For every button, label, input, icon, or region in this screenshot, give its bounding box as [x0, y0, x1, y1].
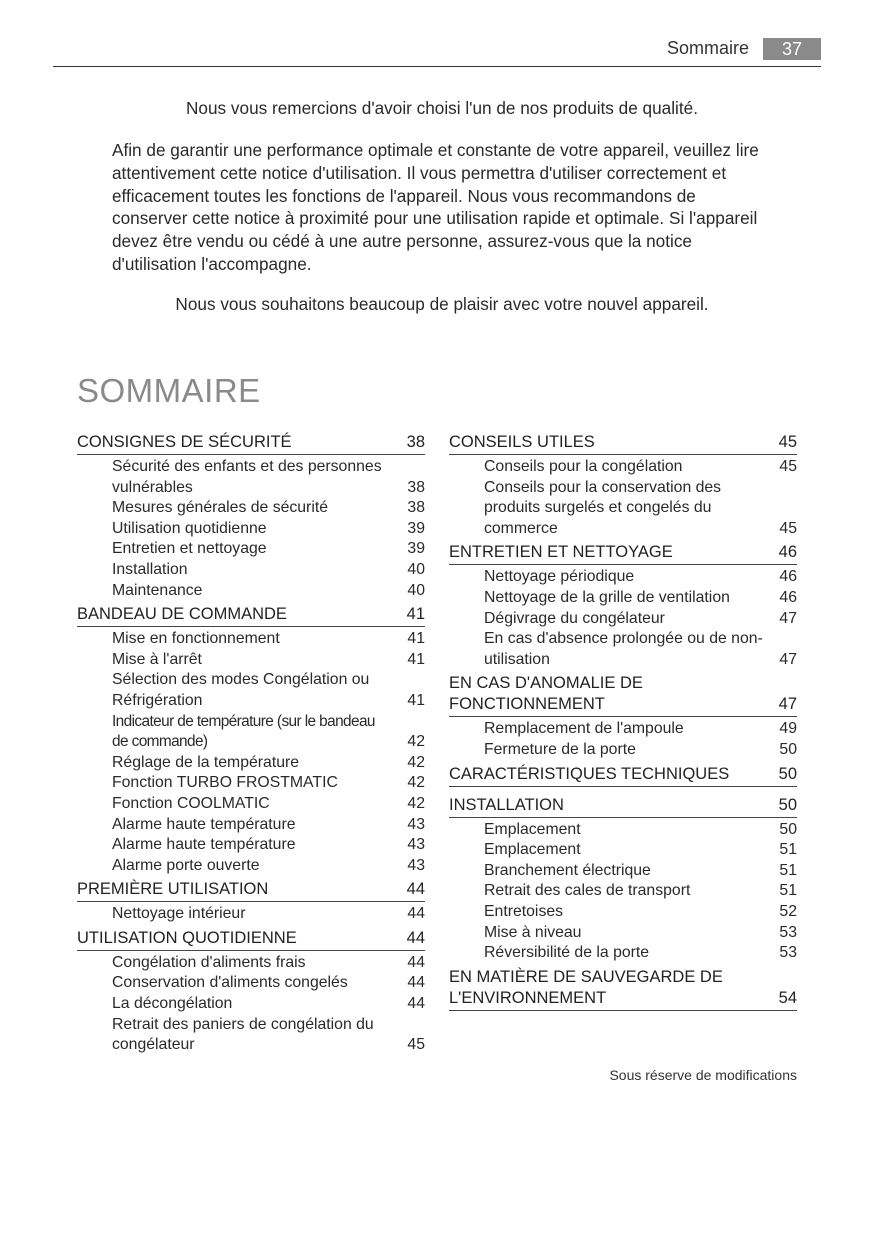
- toc-entry[interactable]: [484, 861, 797, 882]
- toc-section-page: 50: [778, 764, 797, 783]
- toc-section-heading[interactable]: [449, 764, 797, 787]
- toc-section-title: CARACTÉRISTIQUES TECHNIQUES: [449, 764, 730, 783]
- toc-entry-page: 41: [407, 630, 425, 648]
- toc-entry[interactable]: [112, 994, 425, 1015]
- toc-entry-page: 49: [779, 720, 797, 738]
- toc-entry[interactable]: [112, 457, 425, 498]
- toc-entry-page: 43: [407, 836, 425, 854]
- toc-entry[interactable]: [112, 581, 425, 602]
- toc-entry[interactable]: [484, 740, 797, 761]
- footnote: Sous réserve de modifications: [609, 1067, 797, 1083]
- toc-entry-list: [77, 953, 425, 1056]
- toc-entry-title: Fermeture de la porte: [484, 740, 636, 758]
- toc-entry-title: Alarme haute température: [112, 836, 296, 854]
- toc-entry[interactable]: [484, 902, 797, 923]
- section-spacer: [449, 1013, 797, 1019]
- toc-section-title: CONSEILS UTILES: [449, 433, 595, 451]
- toc-right-column: [449, 432, 797, 1019]
- toc-section-title: PREMIÈRE UTILISATION: [77, 880, 269, 899]
- toc-entry-title: La décongélation: [112, 995, 233, 1013]
- toc-entry-page: 41: [407, 691, 425, 709]
- toc-entry-page: 40: [407, 560, 425, 578]
- toc-entry[interactable]: [484, 923, 797, 944]
- toc-entry-title: Emplacement: [484, 841, 581, 859]
- toc-section-conseils-utiles: [449, 432, 797, 539]
- toc-entry[interactable]: [112, 835, 425, 856]
- toc-section-page: 46: [778, 543, 797, 562]
- toc-entry-page: 45: [779, 458, 797, 475]
- toc-entry-title: Congélation d'aliments frais: [112, 953, 306, 971]
- toc-entry-page: 42: [407, 794, 425, 812]
- toc-entry-title: Retrait des cales de transport: [484, 882, 691, 900]
- toc-entry-page: 50: [779, 820, 797, 838]
- toc-entry[interactable]: [112, 973, 425, 994]
- toc-section-bandeau-de-commande: [77, 604, 425, 876]
- toc-title: SOMMAIRE: [77, 372, 261, 409]
- toc-entry-list: [77, 629, 425, 876]
- toc-entry-list: [449, 719, 797, 760]
- toc-entry-title: Installation: [112, 560, 188, 578]
- toc-entry-title: Dégivrage du congélateur: [484, 609, 665, 627]
- toc-entry-title: Nettoyage intérieur: [112, 905, 246, 923]
- toc-section-page: 38: [406, 433, 425, 451]
- toc-entry-page: 38: [407, 478, 425, 496]
- toc-entry-page: 51: [779, 861, 797, 879]
- toc-section-page: 50: [778, 795, 797, 814]
- toc-section-page: 44: [406, 928, 425, 947]
- intro-paragraph: Afin de garantir une performance optimale et constante de votre appareil, veuillez lire attentivement cette notice d'utilisation. Il vous permettra d'utiliser correctement et efficacement toutes les fonctions de l'appareil. Nous vous recommandons de conserver cette notice à proximité pour une utilisation rapide et optimale. Si l'appareil devez être vendu ou cédé à une autre personne, assurez-vous que la notice d'utilisation l'accompagne.: [112, 140, 759, 274]
- toc-entry-page: 43: [407, 815, 425, 833]
- toc-entry-title: Nettoyage de la grille de ventilation: [484, 588, 730, 606]
- toc-entry[interactable]: [484, 457, 797, 478]
- toc-entry-page: 42: [407, 774, 425, 792]
- toc-entry[interactable]: [112, 904, 425, 925]
- toc-entry-title: Réglage de la température: [112, 753, 300, 771]
- toc-entry-title: Mesures générales de sécurité: [112, 499, 329, 517]
- toc-section-heading[interactable]: [77, 432, 425, 455]
- toc-entry[interactable]: [112, 539, 425, 560]
- toc-section-title: EN MATIÈRE DE SAUVEGARDE DE L'ENVIRONNEMENT: [449, 967, 723, 1007]
- toc-section-title: ENTRETIEN ET NETTOYAGE: [449, 543, 673, 562]
- intro-thanks: Nous vous remercions d'avoir choisi l'un de nos produits de qualité.: [186, 98, 698, 118]
- toc-entry[interactable]: [112, 815, 425, 836]
- toc-entry[interactable]: [484, 820, 797, 841]
- toc-section-en-cas-d-anomalie-de-fonctionnement: [449, 673, 797, 760]
- toc-entry[interactable]: [112, 650, 425, 671]
- toc-entry-page: 44: [407, 995, 425, 1013]
- toc-section-heading[interactable]: [77, 879, 425, 902]
- toc-entry-title: En cas d'absence prolongée ou de non-utilisation: [484, 630, 763, 668]
- toc-entry-list: [449, 567, 797, 670]
- toc-entry-title: Mise à l'arrêt: [112, 650, 202, 668]
- toc-entry-page: 51: [779, 841, 797, 859]
- toc-section-heading[interactable]: [449, 795, 797, 818]
- toc-entry[interactable]: [112, 773, 425, 794]
- toc-section-page: 47: [778, 695, 797, 714]
- toc-entry[interactable]: [484, 881, 797, 902]
- toc-entry[interactable]: [484, 609, 797, 630]
- toc-entry-list: [449, 820, 797, 964]
- toc-entry-title: Remplacement de l'ampoule: [484, 720, 684, 738]
- toc-entry[interactable]: [112, 753, 425, 774]
- toc-entry-title: Maintenance: [112, 581, 203, 599]
- toc-entry[interactable]: [484, 943, 797, 964]
- toc-entry-title: Emplacement: [484, 820, 581, 838]
- toc-entry-page: 50: [779, 740, 797, 758]
- toc-section-title: UTILISATION QUOTIDIENNE: [77, 928, 297, 947]
- toc-entry-page: 42: [407, 733, 425, 751]
- toc-section-page: 54: [778, 988, 797, 1007]
- page-number-badge: 37: [763, 38, 821, 60]
- toc-entry-page: 53: [779, 944, 797, 962]
- toc-entry-page: 38: [407, 499, 425, 517]
- toc-left-column: [77, 432, 425, 1059]
- toc-entry[interactable]: [112, 794, 425, 815]
- toc-entry-page: 39: [407, 540, 425, 558]
- toc-entry-page: 44: [407, 953, 425, 971]
- toc-section-page: 41: [406, 605, 425, 624]
- toc-entry[interactable]: [112, 670, 425, 711]
- toc-section-en-matiere-de-sauvegarde-de-l-environnement: [449, 967, 797, 1019]
- toc-entry-page: 44: [407, 905, 425, 923]
- toc-section-title: CONSIGNES DE SÉCURITÉ: [77, 433, 292, 451]
- toc-entry-page: 39: [407, 519, 425, 537]
- toc-entry-title: Conseils pour la congélation: [484, 458, 683, 475]
- toc-section-title: INSTALLATION: [449, 795, 564, 814]
- toc-entry-page: 53: [779, 923, 797, 941]
- toc-entry-title: Mise en fonctionnement: [112, 630, 280, 648]
- toc-entry[interactable]: [484, 588, 797, 609]
- toc-entry-list: [77, 457, 425, 601]
- toc-entry[interactable]: [112, 519, 425, 540]
- intro-wishes: Nous vous souhaitons beaucoup de plaisir avec votre nouvel appareil.: [175, 294, 709, 314]
- toc-entry-title: Retrait des paniers de congélation du congélateur: [112, 1015, 374, 1054]
- toc-entry-page: 47: [779, 609, 797, 627]
- toc-entry-title: Alarme porte ouverte: [112, 856, 260, 874]
- toc-entry-page: 47: [779, 650, 797, 668]
- toc-entry[interactable]: [484, 719, 797, 740]
- toc-section-installation: [449, 795, 797, 964]
- toc-entry[interactable]: [112, 498, 425, 519]
- toc-section-consignes-de-securite: [77, 432, 425, 601]
- toc-entry-title: Sélection des modes Congélation ou Réfrigération: [112, 671, 370, 709]
- toc-entry[interactable]: [112, 856, 425, 877]
- toc-section-heading[interactable]: [77, 604, 425, 627]
- toc-entry[interactable]: [484, 629, 797, 670]
- toc-entry-title: Entretien et nettoyage: [112, 540, 267, 558]
- toc-section-heading[interactable]: [449, 542, 797, 565]
- toc-entry-page: 52: [779, 902, 797, 920]
- toc-section-page: 44: [406, 880, 425, 899]
- toc-entry-page: 51: [779, 882, 797, 900]
- toc-entry-title: Réversibilité de la porte: [484, 944, 650, 962]
- toc-entry-title: Fonction COOLMATIC: [112, 794, 270, 812]
- toc-section-title: BANDEAU DE COMMANDE: [77, 605, 287, 624]
- toc-entry[interactable]: [484, 840, 797, 861]
- toc-section-heading[interactable]: [449, 432, 797, 455]
- toc-section-heading[interactable]: [77, 928, 425, 951]
- toc-section-heading[interactable]: [449, 673, 797, 717]
- toc-entry-title: Nettoyage périodique: [484, 568, 635, 586]
- toc-section-heading[interactable]: [449, 967, 797, 1011]
- toc-entry-title: Utilisation quotidienne: [112, 519, 267, 537]
- page-header: [53, 36, 821, 67]
- toc-entry[interactable]: [112, 953, 425, 974]
- toc-entry[interactable]: [112, 560, 425, 581]
- toc-entry-title: Mise à niveau: [484, 923, 582, 941]
- toc-entry-title: Sécurité des enfants et des personnes vulnérables: [112, 458, 382, 496]
- toc-entry-title: Conseils pour la conservation des produits surgelés et congelés du commerce: [484, 478, 722, 537]
- toc-entry-page: 46: [779, 568, 797, 586]
- toc-entry[interactable]: [112, 1015, 425, 1056]
- toc-entry-page: 42: [407, 753, 425, 771]
- toc-entry-list: [449, 457, 797, 539]
- toc-entry-list: [77, 904, 425, 925]
- toc-entry-page: 44: [407, 974, 425, 992]
- toc-entry[interactable]: [112, 629, 425, 650]
- toc-entry-title: Branchement électrique: [484, 861, 651, 879]
- toc-entry-page: 46: [779, 588, 797, 606]
- toc-section-title: EN CAS D'ANOMALIE DE FONCTIONNEMENT: [449, 674, 643, 714]
- toc-entry-page: 45: [779, 519, 797, 537]
- toc-entry-page: 43: [407, 856, 425, 874]
- toc-entry-title: Fonction TURBO FROSTMATIC: [112, 774, 338, 792]
- toc-section-page: 45: [778, 433, 797, 451]
- toc-entry-title: Conservation d'aliments congelés: [112, 974, 348, 992]
- header-title: Sommaire: [666, 38, 749, 58]
- toc-section-entretien-et-nettoyage: [449, 542, 797, 670]
- toc-section-caracteristiques-techniques: [449, 764, 797, 795]
- toc-entry-title: Entretoises: [484, 902, 564, 920]
- toc-section-utilisation-quotidienne: [77, 928, 425, 1056]
- toc-entry-page: 40: [407, 581, 425, 599]
- toc-entry-page: 45: [407, 1036, 425, 1054]
- toc-entry-page: 41: [407, 650, 425, 668]
- toc-entry[interactable]: [484, 567, 797, 588]
- toc-entry[interactable]: [112, 712, 425, 753]
- toc-entry-title: Alarme haute température: [112, 815, 296, 833]
- toc-section-premiere-utilisation: [77, 879, 425, 925]
- toc-entry[interactable]: [484, 478, 797, 540]
- toc-entry-title: Indicateur de température (sur le bandeau de commande): [112, 712, 375, 751]
